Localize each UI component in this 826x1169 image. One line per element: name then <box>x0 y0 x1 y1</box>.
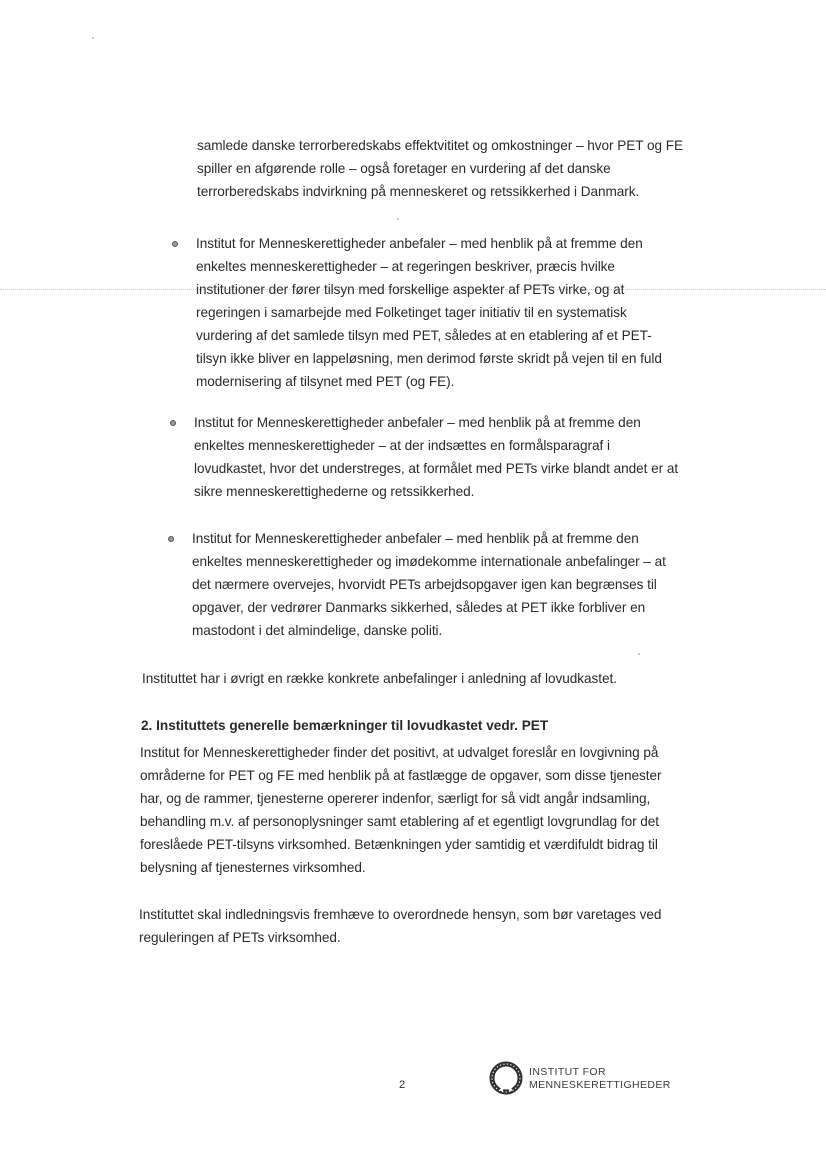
text-line: områderne for PET og FE med henblik på at fastlægge de opgaver, som disse tjenester <box>140 768 662 783</box>
text-line: Institut for Menneskerettigheder anbefaler – med henblik på at fremme den <box>196 236 643 251</box>
intro-paragraph <box>197 134 683 203</box>
text-line: behandling m.v. af personoplysninger samt etablering af et egentligt lovgrundlag for det <box>140 814 660 829</box>
bullet-icon <box>170 420 176 426</box>
text-line: har, og de rammer, tjenesterne opererer indenfor, særligt for så vidt angår indsamling, <box>140 791 651 806</box>
text-line: Institut for Menneskerettigheder finder det positivt, at udvalget foreslår en lovgivning på <box>140 745 659 760</box>
text-line: belysning af tjenesternes virksomhed. <box>140 860 366 875</box>
institute-logo-text <box>529 1066 671 1092</box>
text-line: modernisering af tilsynet med PET (og FE). <box>196 374 455 389</box>
text-line: Instituttet skal indledningsvis fremhæve to overordnede hensyn, som bør varetages ved <box>139 907 662 922</box>
text-line: opgaver, der vedrører Danmarks sikkerhed, således at PET ikke forbliver en <box>192 600 646 615</box>
text-line: vurdering af det samlede tilsyn med PET, således at en etablering af et PET- <box>196 328 652 343</box>
text-line: samlede danske terrorberedskabs effektvititet og omkostninger – hvor PET og FE <box>197 138 683 153</box>
text-line: enkeltes menneskerettigheder – at regeringen beskriver, præcis hvilke <box>196 259 615 274</box>
text-line: tilsyn ikke bliver en lappeløsning, men derimod første skridt på vejen til en fuld <box>196 351 662 366</box>
page-number: 2 <box>399 1079 406 1091</box>
text-line: sikre menneskerettighederne og retssikkerhed. <box>194 484 475 499</box>
bullet-icon <box>168 536 174 542</box>
text-line: enkeltes menneskerettigheder og imødekomme internationale anbefalinger – at <box>192 554 666 569</box>
text-line: reguleringen af PETs virksomhed. <box>139 930 341 945</box>
recommendation-bullet-3 <box>192 527 666 642</box>
scan-speck <box>92 37 94 39</box>
section-paragraph <box>140 741 662 879</box>
text-line: lovudkastet, hvor det understreges, at formålet med PETs virke blandt andet er at <box>194 461 679 476</box>
section-heading: 2. Instituttets generelle bemærkninger til lovudkastet vedr. PET <box>141 718 549 733</box>
text-line: regeringen i samarbejde med Folketinget tager initiativ til en systematisk <box>196 305 627 320</box>
bullet-icon <box>172 241 178 247</box>
scan-speck <box>638 653 640 655</box>
text-line: Institut for Menneskerettigheder anbefaler – med henblik på at fremme den <box>192 531 639 546</box>
text-line: terrorberedskabs indvirkning på menneskeret og retssikkerhed i Danmark. <box>197 184 640 199</box>
closing-line: Instituttet har i øvrigt en række konkrete anbefalinger i anledning af lovudkastet. <box>142 671 617 686</box>
text-line: mastodont i det almindelige, danske politi. <box>192 623 443 638</box>
recommendation-bullet-1 <box>196 232 662 393</box>
logo-line: INSTITUT FOR <box>529 1066 606 1078</box>
recommendation-bullet-2 <box>194 411 678 503</box>
text-line: det nærmere overvejes, hvorvidt PETs arbejdsopgaver igen kan begrænses til <box>192 577 657 592</box>
institute-logo-icon <box>488 1060 524 1096</box>
logo-line: MENNESKERETTIGHEDER <box>529 1079 671 1091</box>
text-line: enkeltes menneskerettigheder – at der indsættes en formålsparagraf i <box>194 438 610 453</box>
scan-speck <box>397 218 399 220</box>
text-line: Institut for Menneskerettigheder anbefaler – med henblik på at fremme den <box>194 415 641 430</box>
section-paragraph <box>139 903 661 949</box>
text-line: foreslåede PET-tilsyns virksomhed. Betænkningen yder samtidig et værdifuldt bidrag til <box>140 837 658 852</box>
text-line: spiller en afgørende rolle – også foretager en vurdering af det danske <box>197 161 611 176</box>
text-line: institutioner der fører tilsyn med forskellige aspekter af PETs virke, og at <box>196 282 625 297</box>
